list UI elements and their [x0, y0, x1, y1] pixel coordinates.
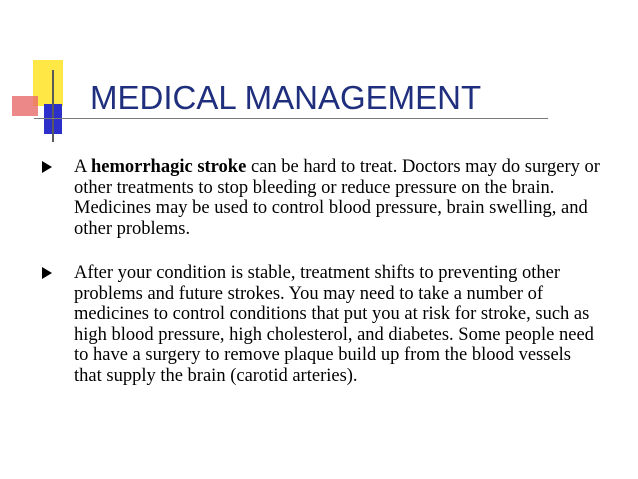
decor-vertical-line [52, 70, 54, 142]
bullet-text-prefix: A [74, 157, 91, 177]
decor-red-square [12, 96, 38, 116]
bullet-text: After your condition is stable, treatment shifts to preventing other problems and future strokes. You may need to take a number of medicines to control conditions that put you at risk for stroke, such as high blood pressure, high cholesterol, and diabetes. Some people need to have a surgery to remove plaque build up from the blood vessels that supply the brain (carotid arteries). [74, 263, 594, 386]
arrow-bullet-icon [41, 161, 53, 173]
bullet-bold-term: hemorrhagic stroke [90, 157, 247, 177]
bullet-text-rest: can be hard to treat. Doctors may do surgery or other treatments to stop bleeding or reduce pressure on the brain. Medicines may be used to control blood pressure, brain swelling, and other problems. [74, 157, 600, 239]
slide-title: MEDICAL MANAGEMENT [90, 79, 482, 116]
bullet-item [40, 157, 600, 239]
title-underline [34, 118, 548, 119]
bullet-item [40, 263, 600, 386]
arrow-bullet-icon [41, 267, 53, 279]
bullet-text [74, 157, 600, 239]
bullet-list [40, 157, 600, 410]
